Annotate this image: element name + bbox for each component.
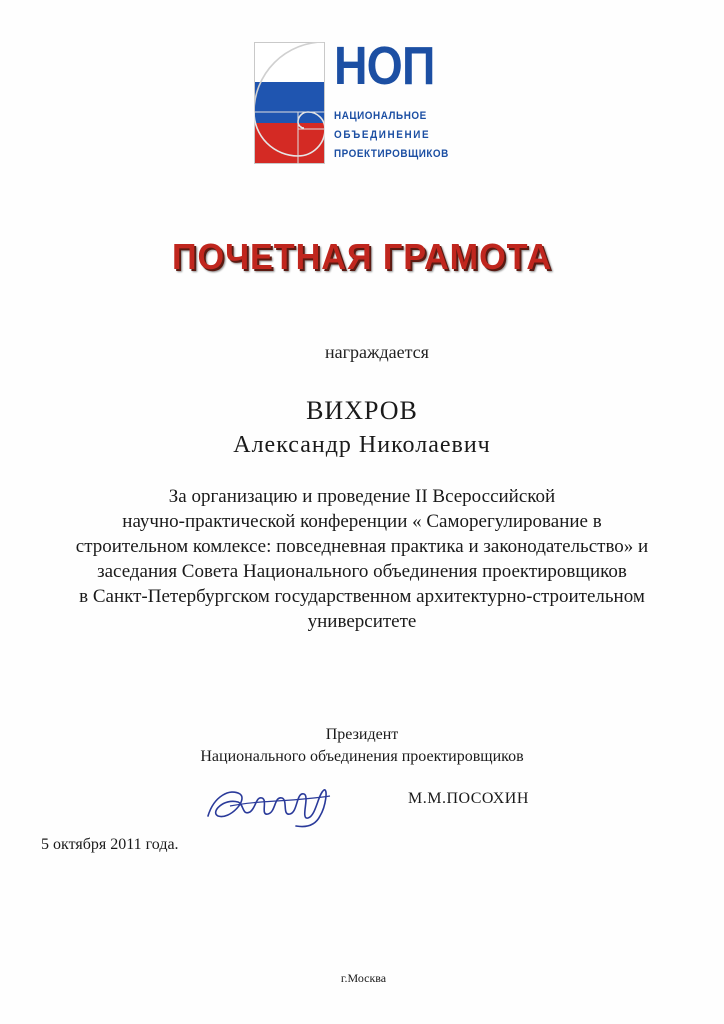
flag-spiral-emblem bbox=[254, 42, 325, 164]
logo-text-line-1: НАЦИОНАЛЬНОЕ bbox=[334, 110, 427, 122]
reason-line: заседания Совета Национального объединения проектировщиков bbox=[97, 561, 627, 582]
reason-line: За организацию и проведение II Всероссийской bbox=[168, 486, 556, 507]
reason-line: строительном комлексе: повседневная практика и законодательство» и bbox=[75, 536, 649, 557]
issue-date: 5 октября 2011 года. bbox=[41, 836, 179, 853]
award-reason bbox=[40, 484, 684, 634]
reason-line: научно-практической конференции « Саморегулирование в bbox=[122, 511, 602, 532]
reason-line: университете bbox=[307, 611, 417, 632]
logo-abbreviation: НОП bbox=[334, 36, 435, 96]
certificate-title: ПОЧЕТНАЯ ГРАМОТА bbox=[171, 236, 552, 277]
recipient-surname: ВИХРОВ bbox=[306, 396, 418, 425]
recipient-given-names: Александр Николаевич bbox=[233, 432, 491, 458]
handwritten-signature bbox=[200, 776, 340, 832]
logo-text-line-3: ПРОЕКТИРОВЩИКОВ bbox=[334, 148, 449, 160]
issue-place: г.Москва bbox=[340, 971, 387, 985]
signatory-organization: Национального объединения проектировщиков bbox=[200, 748, 524, 765]
reason-line: в Санкт-Петербургском государственном архитектурно-строительном bbox=[79, 586, 645, 607]
logo-text-line-2: ОБЪЕДИНЕНИЕ bbox=[334, 129, 431, 141]
awarded-label: награждается bbox=[325, 342, 429, 362]
organization-logo bbox=[254, 36, 454, 172]
signatory-position: Президент bbox=[325, 726, 399, 743]
signatory-name: М.М.ПОСОХИН bbox=[408, 790, 529, 807]
